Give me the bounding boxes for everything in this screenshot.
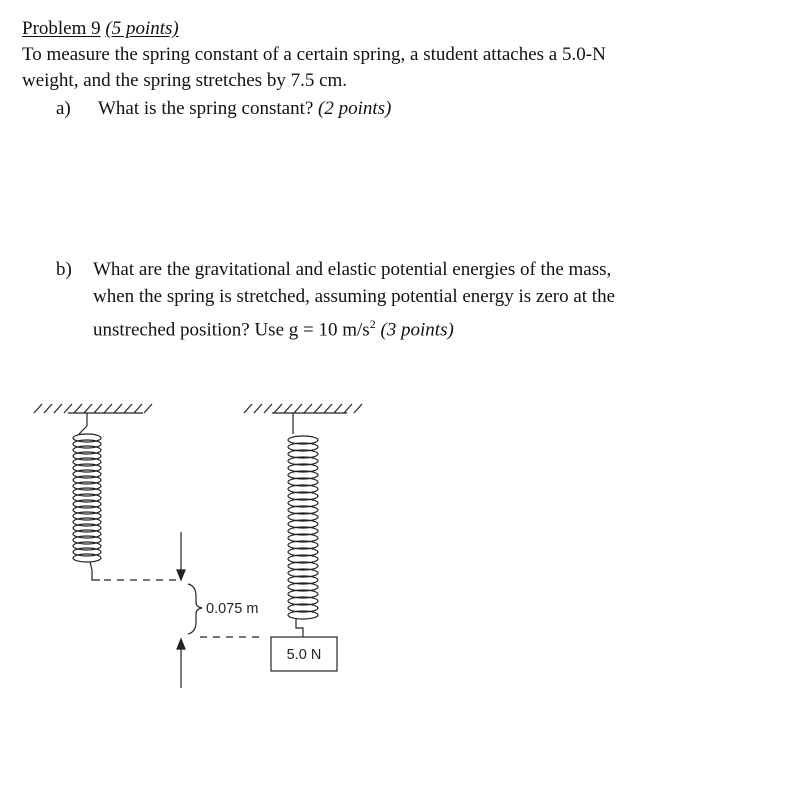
problem-title: Problem 9 [22,18,101,39]
part-b-line-2: when the spring is stretched, assuming potential energy is zero at the [93,286,616,307]
part-a-text: What is the spring constant? [98,98,314,119]
part-b-line-1: What are the gravitational and elastic potential energies of the mass, [93,259,612,280]
left-spring [73,413,101,580]
part-a-marker: a) [56,98,71,119]
problem-points: (5 points) [105,18,179,39]
problem-intro-line-1: To measure the spring constant of a certain spring, a student attaches a 5.0-N [22,44,606,65]
left-ceiling [34,404,152,413]
right-spring [288,413,318,637]
part-a-points: (2 points) [318,98,392,119]
part-b-exponent: 2 [369,317,376,331]
dimension-arrows [177,532,185,688]
dimension-brace [188,584,202,634]
weight-label: 5.0 N [286,647,322,663]
part-b-marker: b) [56,259,72,280]
part-b-points: (3 points) [380,319,454,341]
part-b-line-3-text: unstreched position? Use g = 10 m/s [93,319,370,341]
right-ceiling [244,404,362,413]
problem-intro-line-2: weight, and the spring stretches by 7.5 cm. [22,70,348,91]
stretch-label: 0.075 m [206,601,259,617]
